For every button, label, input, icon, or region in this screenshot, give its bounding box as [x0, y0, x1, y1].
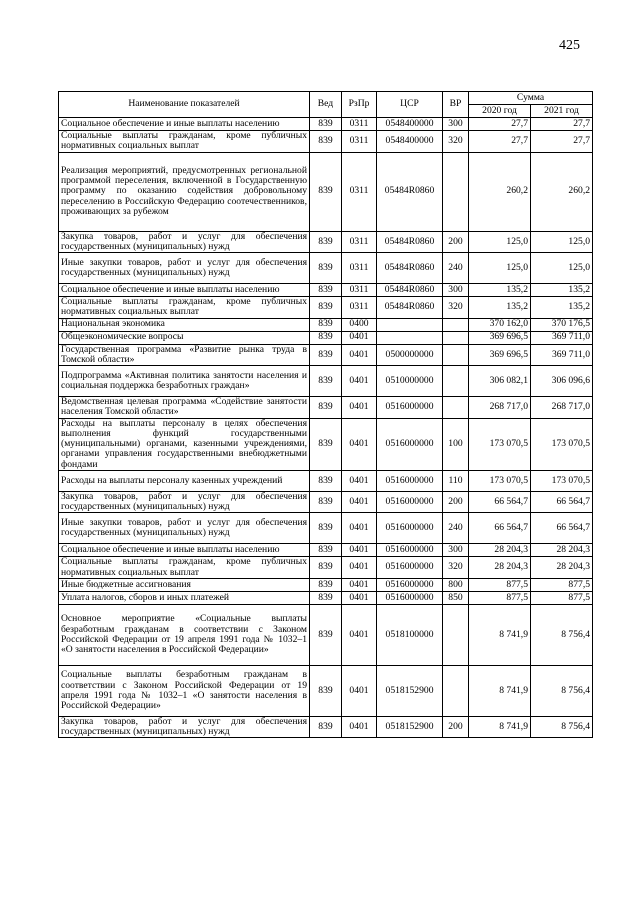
cell-ved: 839 — [310, 491, 342, 513]
cell-y2020: 27,7 — [469, 131, 531, 153]
cell-vr: 320 — [443, 557, 469, 579]
cell-y2020: 125,0 — [469, 231, 531, 253]
cell-ved: 839 — [310, 604, 342, 665]
cell-csr: 05484R0860 — [377, 297, 443, 319]
cell-name: Социальные выплаты гражданам, кроме публичных нормативных социальных выплат — [59, 297, 310, 319]
cell-name: Уплата налогов, сборов и иных платежей — [59, 591, 310, 604]
cell-ved: 839 — [310, 397, 342, 419]
table-row — [59, 604, 593, 665]
cell-vr: 300 — [443, 118, 469, 131]
cell-y2021: 27,7 — [531, 118, 593, 131]
cell-csr: 0518152900 — [377, 665, 443, 716]
cell-y2020: 369 696,5 — [469, 344, 531, 366]
budget-table — [58, 91, 593, 738]
cell-vr: 800 — [443, 578, 469, 591]
cell-name: Закупка товаров, работ и услуг для обеспечения государственных (муниципальных) нужд — [59, 491, 310, 513]
cell-vr: 240 — [443, 253, 469, 284]
cell-vr: 200 — [443, 491, 469, 513]
header-name: Наименование показателей — [59, 92, 310, 118]
cell-csr: 0516000000 — [377, 578, 443, 591]
cell-name: Социальное обеспечение и иные выплаты населению — [59, 284, 310, 297]
cell-csr: 0500000000 — [377, 344, 443, 366]
cell-y2021: 66 564,7 — [531, 513, 593, 544]
cell-y2020: 260,2 — [469, 152, 531, 231]
cell-y2021: 173 070,5 — [531, 470, 593, 491]
table-row — [59, 318, 593, 331]
cell-y2021: 28 204,3 — [531, 557, 593, 579]
cell-y2021: 8 756,4 — [531, 604, 593, 665]
cell-vr — [443, 397, 469, 419]
cell-name: Иные закупки товаров, работ и услуг для обеспечения государственных (муниципальных) нужд — [59, 513, 310, 544]
cell-y2021: 260,2 — [531, 152, 593, 231]
table-row — [59, 284, 593, 297]
cell-name: Расходы на выплаты персоналу в целях обеспечения выполнения функций государственными (муниципальными) органами, казенными учреждениями, органами управления государственными внебюджетными фондами — [59, 418, 310, 470]
cell-csr: 0516000000 — [377, 470, 443, 491]
cell-name: Социальные выплаты гражданам, кроме публичных нормативных социальных выплат — [59, 131, 310, 153]
cell-y2021: 66 564,7 — [531, 491, 593, 513]
table-row — [59, 118, 593, 131]
cell-y2021: 135,2 — [531, 284, 593, 297]
cell-ved: 839 — [310, 470, 342, 491]
header-2020: 2020 год — [469, 105, 531, 118]
page-number: 425 — [559, 38, 580, 53]
cell-y2020: 306 082,1 — [469, 366, 531, 397]
cell-ved: 839 — [310, 513, 342, 544]
cell-vr: 300 — [443, 284, 469, 297]
table-row — [59, 131, 593, 153]
cell-name: Закупка товаров, работ и услуг для обеспечения государственных (муниципальных) нужд — [59, 231, 310, 253]
cell-y2021: 125,0 — [531, 231, 593, 253]
cell-csr: 05484R0860 — [377, 152, 443, 231]
cell-y2021: 370 176,5 — [531, 318, 593, 331]
cell-name: Государственная программа «Развитие рынка труда в Томской области» — [59, 344, 310, 366]
cell-name: Социальное обеспечение и иные выплаты населению — [59, 118, 310, 131]
cell-ved: 839 — [310, 152, 342, 231]
cell-name: Общеэкономические вопросы — [59, 331, 310, 344]
cell-y2020: 8 741,9 — [469, 665, 531, 716]
cell-vr — [443, 366, 469, 397]
header-sum: Сумма — [469, 92, 593, 105]
cell-vr — [443, 604, 469, 665]
cell-y2020: 370 162,0 — [469, 318, 531, 331]
table-row — [59, 366, 593, 397]
cell-name: Ведомственная целевая программа «Содействие занятости населения Томской области» — [59, 397, 310, 419]
cell-ved: 839 — [310, 118, 342, 131]
cell-rzpr: 0311 — [342, 131, 377, 153]
cell-vr: 200 — [443, 716, 469, 738]
cell-rzpr: 0311 — [342, 152, 377, 231]
cell-y2020: 173 070,5 — [469, 470, 531, 491]
cell-ved: 839 — [310, 253, 342, 284]
cell-csr: 0518152900 — [377, 716, 443, 738]
cell-name: Расходы на выплаты персоналу казенных учреждений — [59, 470, 310, 491]
cell-csr: 05484R0860 — [377, 231, 443, 253]
cell-ved: 839 — [310, 318, 342, 331]
cell-rzpr: 0401 — [342, 557, 377, 579]
cell-csr: 0516000000 — [377, 491, 443, 513]
cell-rzpr: 0401 — [342, 665, 377, 716]
header-ved: Вед — [310, 92, 342, 118]
table-row — [59, 544, 593, 557]
cell-ved: 839 — [310, 578, 342, 591]
cell-y2020: 877,5 — [469, 578, 531, 591]
cell-vr: 320 — [443, 297, 469, 319]
cell-ved: 839 — [310, 366, 342, 397]
cell-name: Реализация мероприятий, предусмотренных региональной программой переселения, включенной в Государственную программу по оказанию содействия добровольному переселению в Российскую Федерацию соотечественников, проживающих за рубежом — [59, 152, 310, 231]
cell-y2020: 877,5 — [469, 591, 531, 604]
cell-y2021: 877,5 — [531, 578, 593, 591]
cell-rzpr: 0401 — [342, 397, 377, 419]
table-row — [59, 152, 593, 231]
table-row — [59, 231, 593, 253]
cell-y2020: 8 741,9 — [469, 604, 531, 665]
cell-y2021: 877,5 — [531, 591, 593, 604]
cell-ved: 839 — [310, 665, 342, 716]
cell-rzpr: 0401 — [342, 513, 377, 544]
cell-rzpr: 0311 — [342, 284, 377, 297]
table-row — [59, 331, 593, 344]
cell-y2021: 306 096,6 — [531, 366, 593, 397]
table-row — [59, 297, 593, 319]
cell-vr: 240 — [443, 513, 469, 544]
header-rzpr: РзПр — [342, 92, 377, 118]
cell-csr — [377, 318, 443, 331]
cell-csr: 05484R0860 — [377, 284, 443, 297]
cell-y2021: 135,2 — [531, 297, 593, 319]
cell-vr — [443, 344, 469, 366]
cell-vr — [443, 152, 469, 231]
cell-y2021: 28 204,3 — [531, 544, 593, 557]
cell-y2021: 173 070,5 — [531, 418, 593, 470]
cell-csr: 0516000000 — [377, 591, 443, 604]
cell-ved: 839 — [310, 231, 342, 253]
cell-ved: 839 — [310, 418, 342, 470]
cell-ved: 839 — [310, 544, 342, 557]
cell-ved: 839 — [310, 131, 342, 153]
table-row — [59, 491, 593, 513]
cell-name: Национальная экономика — [59, 318, 310, 331]
cell-y2021: 8 756,4 — [531, 716, 593, 738]
cell-rzpr: 0401 — [342, 331, 377, 344]
cell-csr: 0516000000 — [377, 418, 443, 470]
table-body — [59, 118, 593, 738]
cell-vr — [443, 665, 469, 716]
cell-y2020: 66 564,7 — [469, 491, 531, 513]
cell-y2020: 8 741,9 — [469, 716, 531, 738]
cell-csr: 0548400000 — [377, 131, 443, 153]
header-2021: 2021 год — [531, 105, 593, 118]
cell-ved: 839 — [310, 297, 342, 319]
cell-vr: 300 — [443, 544, 469, 557]
cell-csr — [377, 331, 443, 344]
cell-y2020: 28 204,3 — [469, 557, 531, 579]
cell-y2020: 66 564,7 — [469, 513, 531, 544]
cell-y2021: 268 717,0 — [531, 397, 593, 419]
cell-vr: 850 — [443, 591, 469, 604]
cell-csr: 0516000000 — [377, 397, 443, 419]
cell-csr: 0516000000 — [377, 544, 443, 557]
cell-name: Иные закупки товаров, работ и услуг для обеспечения государственных (муниципальных) нужд — [59, 253, 310, 284]
cell-vr: 200 — [443, 231, 469, 253]
cell-name: Закупка товаров, работ и услуг для обеспечения государственных (муниципальных) нужд — [59, 716, 310, 738]
cell-ved: 839 — [310, 591, 342, 604]
cell-y2020: 28 204,3 — [469, 544, 531, 557]
table-row — [59, 665, 593, 716]
table-row — [59, 591, 593, 604]
cell-name: Иные бюджетные ассигнования — [59, 578, 310, 591]
cell-ved: 839 — [310, 331, 342, 344]
cell-vr — [443, 331, 469, 344]
cell-y2020: 125,0 — [469, 253, 531, 284]
cell-ved: 839 — [310, 284, 342, 297]
cell-rzpr: 0401 — [342, 470, 377, 491]
cell-vr: 100 — [443, 418, 469, 470]
table-row — [59, 557, 593, 579]
cell-csr: 0516000000 — [377, 513, 443, 544]
cell-rzpr: 0311 — [342, 118, 377, 131]
table-row — [59, 397, 593, 419]
header-vr: ВР — [443, 92, 469, 118]
cell-rzpr: 0401 — [342, 344, 377, 366]
cell-rzpr: 0311 — [342, 231, 377, 253]
table-row — [59, 418, 593, 470]
table-row — [59, 344, 593, 366]
cell-name: Социальное обеспечение и иные выплаты населению — [59, 544, 310, 557]
cell-rzpr: 0401 — [342, 418, 377, 470]
cell-y2021: 125,0 — [531, 253, 593, 284]
cell-ved: 839 — [310, 557, 342, 579]
cell-rzpr: 0401 — [342, 491, 377, 513]
cell-y2021: 8 756,4 — [531, 665, 593, 716]
cell-ved: 839 — [310, 344, 342, 366]
cell-rzpr: 0401 — [342, 544, 377, 557]
cell-rzpr: 0311 — [342, 253, 377, 284]
cell-vr: 320 — [443, 131, 469, 153]
table-row — [59, 253, 593, 284]
cell-ved: 839 — [310, 716, 342, 738]
cell-y2020: 135,2 — [469, 284, 531, 297]
cell-name: Основное мероприятие «Социальные выплаты безработным гражданам в соответствии с Законом Российской Федерации от 19 апреля 1991 года № 1032–1 «О занятости населения в Российской Федерации» — [59, 604, 310, 665]
cell-rzpr: 0311 — [342, 297, 377, 319]
cell-y2020: 268 717,0 — [469, 397, 531, 419]
cell-csr: 0516000000 — [377, 557, 443, 579]
cell-name: Подпрограмма «Активная политика занятости населения и социальная поддержка безработных граждан» — [59, 366, 310, 397]
cell-rzpr: 0401 — [342, 604, 377, 665]
cell-rzpr: 0401 — [342, 591, 377, 604]
cell-vr: 110 — [443, 470, 469, 491]
cell-name: Социальные выплаты гражданам, кроме публичных нормативных социальных выплат — [59, 557, 310, 579]
cell-rzpr: 0401 — [342, 578, 377, 591]
table-row — [59, 716, 593, 738]
cell-csr: 0518100000 — [377, 604, 443, 665]
cell-name: Социальные выплаты безработным гражданам в соответствии с Законом Российской Федерации от 19 апреля 1991 года № 1032–1 «О занятости населения в Российской Федерации» — [59, 665, 310, 716]
cell-csr: 0510000000 — [377, 366, 443, 397]
cell-rzpr: 0400 — [342, 318, 377, 331]
cell-y2020: 135,2 — [469, 297, 531, 319]
cell-rzpr: 0401 — [342, 366, 377, 397]
cell-y2021: 369 711,0 — [531, 331, 593, 344]
table-row — [59, 470, 593, 491]
cell-y2020: 173 070,5 — [469, 418, 531, 470]
cell-csr: 05484R0860 — [377, 253, 443, 284]
header-csr: ЦСР — [377, 92, 443, 118]
cell-y2021: 27,7 — [531, 131, 593, 153]
table-row — [59, 513, 593, 544]
cell-rzpr: 0401 — [342, 716, 377, 738]
cell-csr: 0548400000 — [377, 118, 443, 131]
cell-vr — [443, 318, 469, 331]
cell-y2021: 369 711,0 — [531, 344, 593, 366]
table-row — [59, 578, 593, 591]
cell-y2020: 27,7 — [469, 118, 531, 131]
cell-y2020: 369 696,5 — [469, 331, 531, 344]
